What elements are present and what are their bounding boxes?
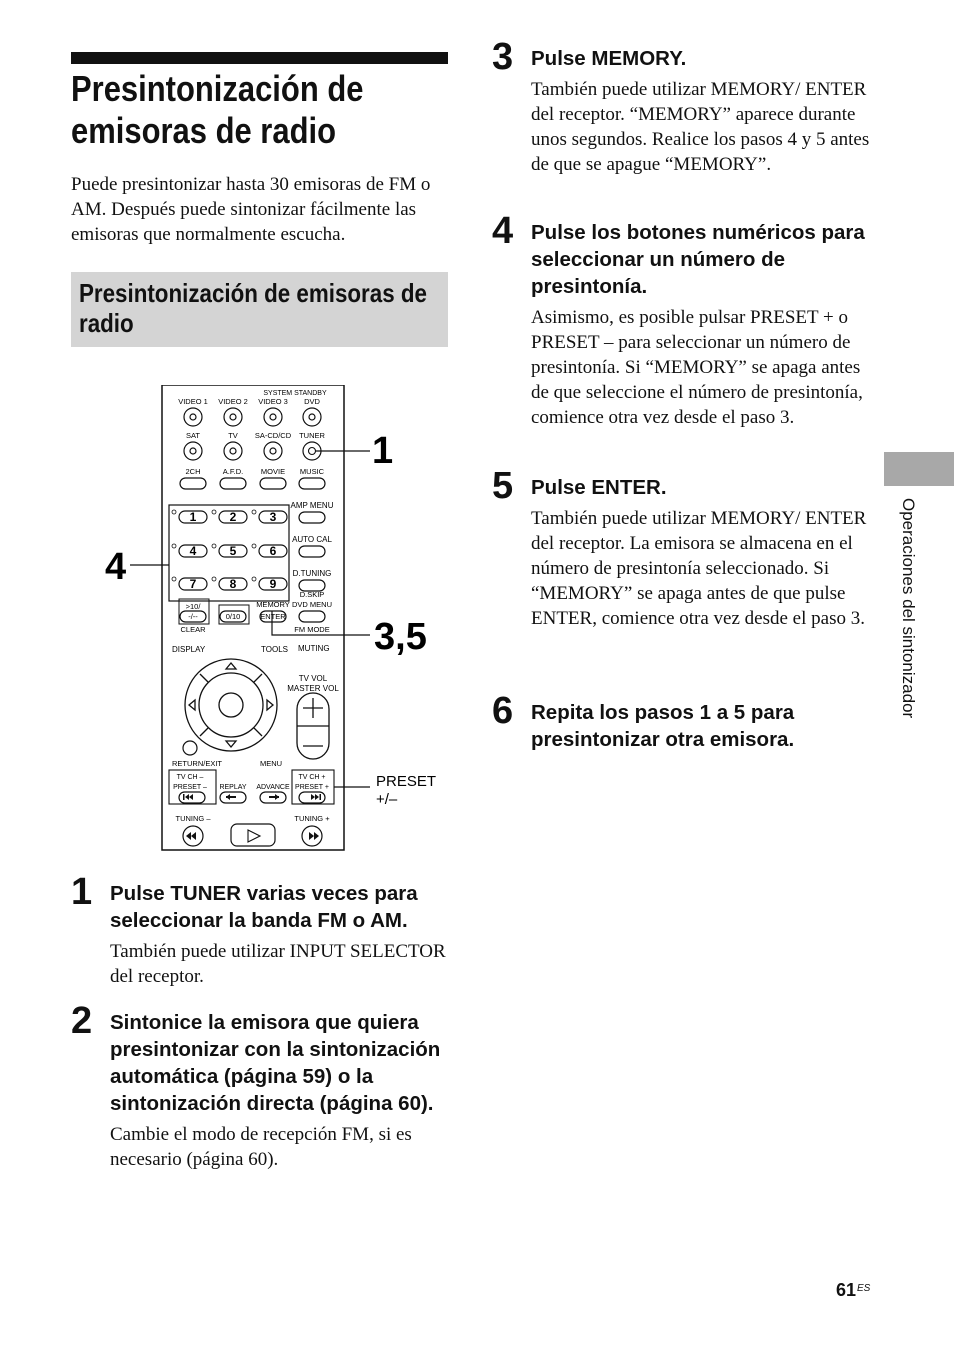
label-d-tuning: D.TUNING <box>292 569 332 578</box>
digit-8: 8 <box>229 577 237 591</box>
page-number: 61 <box>836 1280 857 1300</box>
label-tv-ch-minus: TV CH – <box>176 774 204 781</box>
label-video1: VIDEO 1 <box>178 397 208 406</box>
remote-figure <box>100 385 460 855</box>
label-preset-plus: PRESET + <box>295 784 329 791</box>
label-d-skip: D.SKIP <box>299 590 325 599</box>
label-dvd-menu: DVD MENU <box>291 600 333 609</box>
step-1 <box>71 873 451 989</box>
remote-illustration <box>100 385 460 855</box>
step-6 <box>492 692 872 753</box>
label-movie: MOVIE <box>260 467 286 476</box>
label-enter: ENTER <box>260 612 286 621</box>
label-master-vol: MASTER VOL <box>287 684 339 693</box>
label-menu: MENU <box>260 759 283 768</box>
label-advance: ADVANCE <box>256 784 290 791</box>
label-tv: TV <box>228 431 238 440</box>
2ch-button <box>180 478 206 489</box>
callout-preset-label: PRESET <box>376 773 437 790</box>
page-title <box>71 68 398 152</box>
label-sacd: SA-CD/CD <box>254 431 292 440</box>
digit-4: 4 <box>189 544 197 558</box>
section-heading-box <box>71 272 448 347</box>
step-2-number: 2 <box>71 1000 93 1042</box>
step-4-body: Asimismo, es posible pulsar PRESET + o PRESET – para seleccionar un número de presintonía. Si “MEMORY” se apaga antes de que seleccione el número de presintonía, comience otra vez desde el paso 3. <box>531 307 863 428</box>
label-amp-menu: AMP MENU <box>290 501 334 510</box>
digit-1: 1 <box>189 510 197 524</box>
step-2-heading: Sintonice la emisora que quiera presintonizar con la sintonización automática (página 59) o la sintonización directa (página 60). <box>110 1011 441 1115</box>
digit-2: 2 <box>229 510 237 524</box>
step-1-number: 1 <box>71 871 93 913</box>
label-zero: 0/10 <box>225 612 241 621</box>
label-system-standby: SYSTEM STANDBY <box>263 390 327 397</box>
digit-5: 5 <box>229 544 237 558</box>
step-5 <box>492 467 872 631</box>
label-tuning-minus: TUNING – <box>175 814 211 823</box>
label-tuning-plus: TUNING + <box>294 814 330 823</box>
label-dash: -/-- <box>188 612 198 621</box>
label-tv-vol: TV VOL <box>298 674 328 683</box>
dpad <box>185 659 277 751</box>
page-language-suffix: ES <box>857 1283 871 1294</box>
step-3 <box>492 38 872 177</box>
label-tv-ch-plus: TV CH + <box>298 774 326 781</box>
digit-7: 7 <box>189 577 197 591</box>
step-4-heading: Pulse los botones numéricos para seleccionar un número de presintonía. <box>531 221 865 298</box>
step-6-heading: Repita los pasos 1 a 5 para presintonizar otra emisora. <box>531 701 795 751</box>
return-button <box>183 741 197 755</box>
step-4-number: 4 <box>492 210 514 252</box>
step-5-heading: Pulse ENTER. <box>531 476 667 499</box>
label-tuner: TUNER <box>299 431 325 440</box>
step-3-number: 3 <box>492 36 514 78</box>
label-fm-mode: FM MODE <box>294 625 330 634</box>
step-5-body: También puede utilizar MEMORY/ ENTER del receptor. La emisora se almacena en el número de presintonía seleccionado. Si “MEMORY” se apaga antes de que pulse ENTER, comience otra vez desde el paso 3. <box>531 508 867 629</box>
label-video2: VIDEO 2 <box>218 397 248 406</box>
step-1-body: También puede utilizar INPUT SELECTOR del receptor. <box>110 941 446 987</box>
digit-6: 6 <box>269 544 277 558</box>
label-auto-cal: AUTO CAL <box>292 535 332 544</box>
label-sat: SAT <box>185 431 201 440</box>
step-6-number: 6 <box>492 690 514 732</box>
intro-paragraph: Puede presintonizar hasta 30 emisoras de FM o AM. Después puede sintonizar fácilmente las emisoras que normalmente escucha. <box>71 174 431 245</box>
step-5-number: 5 <box>492 465 514 507</box>
side-tab-marker <box>884 452 954 486</box>
section-heading: Presintonización de emisoras de radio <box>79 278 427 338</box>
digit-3: 3 <box>269 510 277 524</box>
label-video3: VIDEO 3 <box>258 397 288 406</box>
label-clear: CLEAR <box>180 625 206 634</box>
label-return-exit: RETURN/EXIT <box>172 759 223 768</box>
step-2-body: Cambie el modo de recepción FM, si es necesario (página 60). <box>110 1124 412 1170</box>
step-2 <box>71 1002 451 1172</box>
volume-rocker <box>297 693 329 759</box>
afd-button <box>220 478 246 489</box>
movie-button <box>260 478 286 489</box>
label-2ch: 2CH <box>185 467 201 476</box>
label-muting: MUTING <box>298 644 330 653</box>
label-music: MUSIC <box>299 467 325 476</box>
label-replay: REPLAY <box>219 784 247 791</box>
label-preset-minus: PRESET – <box>173 784 207 791</box>
step-1-heading: Pulse TUNER varias veces para seleccionar la banda FM o AM. <box>110 882 418 932</box>
label-display: DISPLAY <box>172 645 206 654</box>
label-dvd: DVD <box>304 397 320 406</box>
callout-3-5: 3,5 <box>374 616 427 658</box>
label-tools: TOOLS <box>261 645 288 654</box>
page-title-line1: Presintonización de <box>71 68 364 109</box>
label-afd: A.F.D. <box>222 467 244 476</box>
step-3-body: También puede utilizar MEMORY/ ENTER del receptor. “MEMORY” aparece durante unos segundos. Realice los pasos 4 y 5 antes de que se apague “MEMORY”. <box>531 79 870 175</box>
callout-preset-sign: +/– <box>376 791 398 808</box>
side-label-text: Operaciones del sintonizador <box>899 498 918 719</box>
music-button <box>299 478 325 489</box>
side-label <box>893 498 919 788</box>
page-title-line2: emisoras de radio <box>71 110 337 151</box>
label-memory: MEMORY <box>256 600 290 609</box>
callout-1: 1 <box>372 430 394 472</box>
step-3-heading: Pulse MEMORY. <box>531 47 687 70</box>
label-gt10: >10/ <box>185 602 201 611</box>
step-4 <box>492 212 872 430</box>
digit-9: 9 <box>269 577 277 591</box>
callout-4: 4 <box>105 546 127 588</box>
title-rule <box>71 52 448 64</box>
